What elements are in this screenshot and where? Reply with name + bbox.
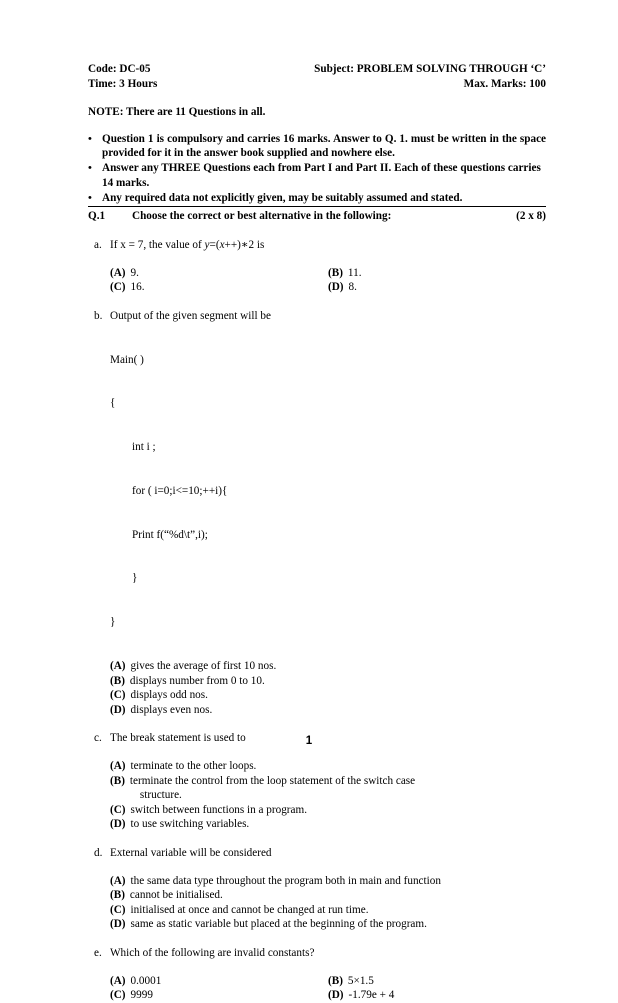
option-text: 8.: [348, 281, 357, 294]
question-marks: (2 x 8): [516, 210, 546, 223]
option-text: the same data type throughout the program both in main and function: [130, 874, 441, 887]
header-row-2: [88, 77, 546, 92]
math-equals: =: [209, 239, 216, 252]
sub-question-letter: c.: [94, 732, 102, 745]
option-row: [110, 988, 546, 1003]
instructions-list: [88, 132, 546, 207]
option-b: [110, 674, 546, 689]
option-tag: (C): [110, 689, 126, 702]
option-tag: (B): [110, 774, 125, 787]
sub-question-a: [88, 238, 546, 295]
sub-question-d: [88, 846, 546, 932]
bullet-icon: •: [88, 133, 92, 145]
header-row-1: [88, 62, 546, 77]
option-text: gives the average of first 10 nos.: [130, 660, 277, 673]
option-tag: (C): [110, 903, 126, 916]
options-group: [110, 874, 546, 932]
option-text: to use switching variables.: [130, 818, 250, 831]
option-text: initialised at once and cannot be changed at run time.: [130, 903, 369, 916]
question-stem: Which of the following are invalid constants?: [110, 946, 315, 959]
sub-question-b: [88, 309, 546, 718]
page-number: 1: [305, 735, 313, 747]
option-row: [110, 803, 546, 818]
sub-question-body: [110, 309, 546, 718]
option-c: [110, 803, 546, 818]
option-tag: (D): [110, 918, 126, 931]
option-text: 5×1.5: [347, 974, 374, 987]
math-expression: [205, 239, 257, 251]
option-tag: (A): [110, 974, 126, 987]
math-open-paren: (: [215, 239, 220, 252]
code-line: Print f(“%d\t”,i);: [132, 528, 208, 541]
question-stem: [110, 238, 546, 253]
option-b: [328, 974, 546, 989]
option-a: [110, 874, 546, 889]
math-close-paren: ): [237, 239, 241, 252]
option-row: [110, 817, 546, 832]
section-divider: [88, 206, 546, 207]
option-row: [110, 917, 546, 932]
math-plus-1: +: [224, 239, 231, 252]
option-tag: (B): [328, 974, 343, 987]
code-line: {: [110, 397, 116, 410]
option-a: [110, 759, 546, 774]
option-tag: (C): [110, 803, 126, 816]
option-c: [110, 280, 328, 295]
paper-code: Code: DC-05: [88, 63, 151, 75]
option-tag: (C): [110, 989, 126, 1002]
code-line: for ( i=0;i<=10;++i){: [132, 484, 228, 497]
paper-subject: Subject: PROBLEM SOLVING THROUGH ‘C’: [314, 63, 546, 75]
code-block: [110, 323, 546, 659]
option-d: [110, 917, 546, 932]
question-number: Q.1: [88, 210, 106, 223]
option-text: displays even nos.: [130, 703, 213, 716]
option-tag: (C): [110, 281, 126, 294]
option-text-line-2: structure.: [139, 789, 182, 802]
options-group: [110, 759, 546, 832]
option-b: [110, 888, 546, 903]
option-row: [110, 974, 546, 989]
options-group: [110, 266, 546, 295]
option-row: [110, 874, 546, 889]
option-row: [110, 703, 546, 718]
question-instruction: Choose the correct or best alternative in the following:: [132, 210, 392, 223]
question-stem: Output of the given segment will be: [110, 309, 271, 322]
instruction-item: [88, 161, 546, 189]
option-row: [110, 266, 546, 281]
option-text: 0.0001: [130, 974, 162, 987]
sub-question-letter: e.: [94, 946, 102, 959]
bullet-icon: •: [88, 162, 92, 175]
option-d: [328, 280, 546, 295]
math-var: x: [219, 239, 225, 252]
option-row: [110, 674, 546, 689]
option-tag: (B): [328, 266, 343, 279]
sub-question-body: [110, 238, 546, 295]
option-tag: (D): [328, 989, 344, 1002]
option-c: [110, 988, 328, 1003]
option-tag: (B): [110, 674, 125, 687]
question-stem: External variable will be considered: [110, 846, 272, 859]
option-row: [110, 759, 546, 774]
code-line: int i ;: [132, 441, 156, 454]
exam-duration: Time: 3 Hours: [88, 78, 158, 90]
option-row: [110, 903, 546, 918]
option-b: [328, 266, 546, 281]
option-tag: (D): [328, 281, 344, 294]
option-tag: (D): [110, 818, 126, 831]
stem-prefix: If x = 7, the value of: [110, 239, 202, 252]
instruction-text: Answer any THREE Questions each from Part I and Part II. Each of these questions carries 14 marks.: [102, 162, 541, 189]
question-1-heading: [88, 209, 546, 224]
option-d: [328, 988, 546, 1003]
option-tag: (B): [110, 889, 125, 902]
option-text: same as static variable but placed at the beginning of the program.: [130, 918, 427, 931]
page-content: [88, 62, 546, 1003]
instruction-item: [88, 191, 546, 205]
sub-question-letter: b.: [94, 309, 103, 322]
instruction-text: Any required data not explicitly given, may be suitably assumed and stated.: [102, 191, 463, 204]
option-tag: (A): [110, 760, 126, 773]
option-text: displays number from 0 to 10.: [129, 674, 265, 687]
option-row: [110, 659, 546, 674]
option-tag: (D): [110, 703, 126, 716]
math-plus-2: +: [230, 239, 238, 252]
option-d: [110, 817, 546, 832]
option-text: [130, 774, 546, 803]
option-b: [110, 774, 546, 803]
option-c: [110, 688, 546, 703]
option-tag: (A): [110, 266, 126, 279]
option-text: 9.: [130, 266, 139, 279]
option-row: [110, 280, 546, 295]
sub-question-body: [110, 846, 546, 932]
option-a: [110, 659, 546, 674]
note-line: NOTE: There are 11 Questions in all.: [88, 106, 266, 118]
option-row: [110, 888, 546, 903]
code-line: }: [132, 572, 138, 585]
question-stem: The break statement is used to: [110, 732, 246, 745]
option-text: cannot be initialised.: [129, 889, 223, 902]
sub-question-letter: d.: [94, 846, 103, 859]
math-times: ∗: [240, 239, 249, 252]
options-group: [110, 974, 546, 1003]
instruction-text: Question 1 is compulsory and carries 16 marks. Answer to Q. 1. must be written in the space provided for it in the answer book supplied and nowhere else.: [102, 133, 546, 160]
option-row: [110, 688, 546, 703]
option-tag: (A): [110, 874, 126, 887]
option-text: 11.: [347, 266, 362, 279]
option-row: [110, 774, 546, 803]
option-d: [110, 703, 546, 718]
bullet-icon: •: [88, 191, 92, 204]
option-text: displays odd nos.: [130, 689, 208, 702]
max-marks: Max. Marks: 100: [463, 78, 546, 90]
option-text: terminate to the other loops.: [130, 760, 257, 773]
sub-question-letter: a.: [94, 239, 102, 252]
option-text-line-1: terminate the control from the loop statement of the switch case: [129, 774, 416, 787]
option-text: 16.: [130, 281, 145, 294]
option-a: [110, 266, 328, 281]
math-two: 2: [248, 239, 255, 252]
sub-question-e: [88, 946, 546, 1003]
instruction-item: [88, 132, 546, 160]
option-tag: (A): [110, 660, 126, 673]
code-line: }: [110, 616, 116, 629]
options-group: [110, 659, 546, 717]
sub-question-body: [110, 946, 546, 1003]
code-line: Main( ): [110, 353, 144, 366]
math-y: y: [204, 239, 210, 252]
option-a: [110, 974, 328, 989]
option-c: [110, 903, 546, 918]
option-text: switch between functions in a program.: [130, 803, 307, 816]
stem-suffix: is: [256, 239, 265, 252]
option-text: 9999: [130, 989, 153, 1002]
option-text: -1.79e + 4: [348, 989, 395, 1002]
